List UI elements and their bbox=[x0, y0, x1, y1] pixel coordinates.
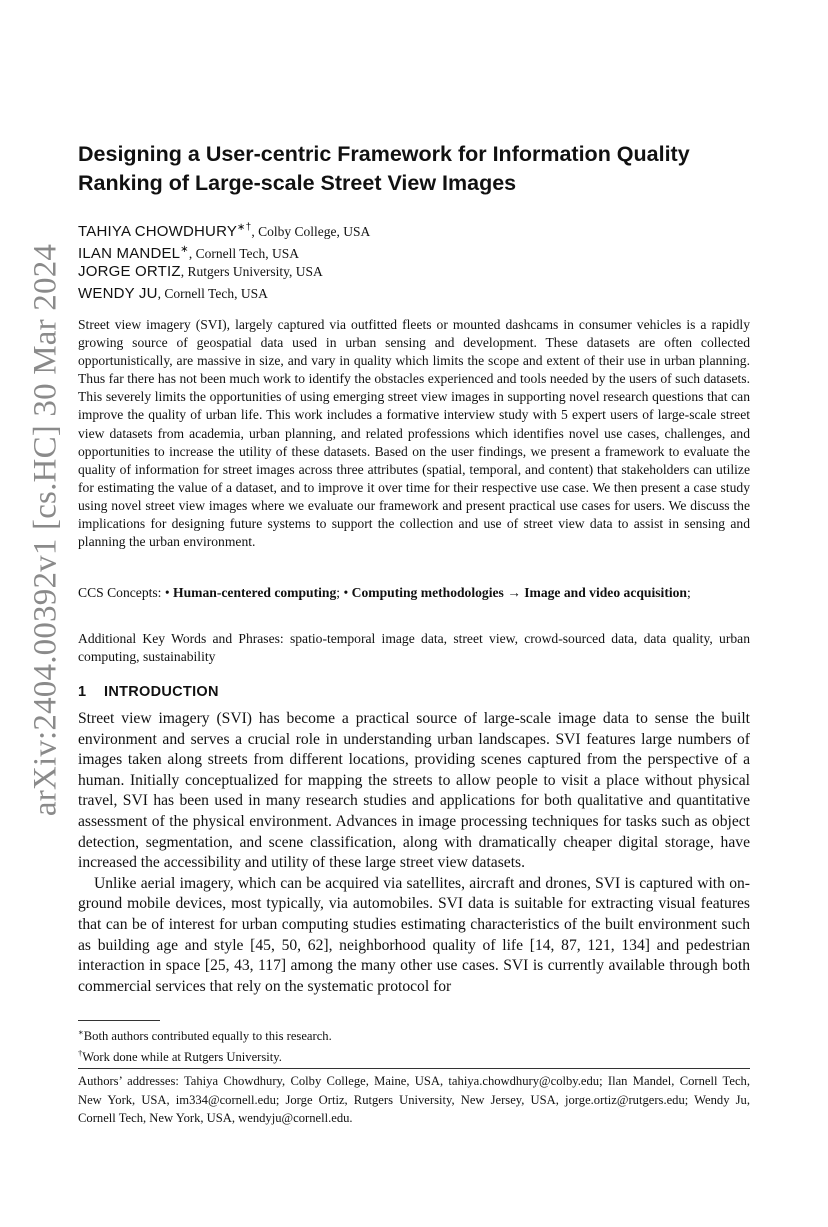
paper-title: Designing a User-centric Framework for Information Quality Ranking of Large-scale Street View Images bbox=[78, 142, 690, 195]
address-divider bbox=[78, 1068, 750, 1069]
author-marks: ∗ bbox=[180, 244, 189, 255]
author-entry bbox=[78, 217, 750, 239]
arxiv-stamp: arXiv:2404.00392v1 [cs.HC] 30 Mar 2024 bbox=[27, 243, 64, 817]
author-marks: ∗† bbox=[237, 222, 252, 233]
author-name: TAHIYA CHOWDHURY∗† bbox=[78, 222, 252, 240]
ccs-concept: Human-centered computing bbox=[173, 585, 337, 600]
paragraph: Street view imagery (SVI) has become a practical source of large-scale image data to sense the built environment and serves a crucial role in understanding urban landscapes. SVI features large numbers of images taken along streets from different locations, providing scenes captured from the perspective of a human. Initially conceptualized for mapping the streets to allow people to visit a place without physical travel, SVI has been used in many research studies and applications for both qualitative and quantitative assessment of the physical environment. Advances in image processing techniques for tasks such as object detection, segmentation, and scene classification, along with dramatically cheaper digital storage, have increased the accessibility and utility of these large street view datasets. bbox=[78, 710, 750, 872]
author-list bbox=[78, 217, 750, 305]
author-entry bbox=[78, 283, 750, 305]
footnote: ∗Both authors contributed equally to this research. bbox=[78, 1027, 332, 1044]
author-affiliation: , Cornell Tech, USA bbox=[157, 286, 268, 301]
keywords: Additional Key Words and Phrases: spatio-temporal image data, street view, crowd-sourced data, data quality, urban computing, sustainability bbox=[78, 631, 750, 665]
author-affiliation: , Cornell Tech, USA bbox=[188, 246, 299, 261]
author-affiliation: , Rutgers University, USA bbox=[180, 264, 323, 279]
ccs-concept: Computing methodologies bbox=[351, 585, 504, 600]
author-name: JORGE ORTIZ bbox=[78, 263, 181, 280]
author-entry bbox=[78, 261, 750, 283]
footnote: †Work done while at Rutgers University. bbox=[78, 1048, 282, 1065]
author-name: WENDY JU bbox=[78, 285, 158, 302]
section-heading bbox=[78, 684, 219, 700]
author-name: ILAN MANDEL∗ bbox=[78, 244, 189, 262]
abstract: Street view imagery (SVI), largely captured via outfitted fleets or mounted dashcams in consumer vehicles is a rapidly growing source of geospatial data used in urban sensing and development. These datasets are often collected opportunistically, are massive in size, and vary in quality which limits the scope and extent of their use in urban planning. Thus far there has not been much work to identify the obstacles experienced and tools needed by the users of such datasets. This severely limits the opportunities of using emerging street view images in supporting novel research questions that can improve the quality of urban life. This work includes a formative interview study with 5 expert users of large-scale street view datasets from academia, urban planning, and related professions which identifies novel use cases, challenges, and opportunities to increase the utility of these datasets. Based on the user findings, we present a framework to evaluate the quality of information for street images across three attributes (spatial, temporal, and content) that stakeholders can utilize for estimating the value of a dataset, and to improve it over time for their respective use case. We then present a case study using novel street view images where we evaluate our framework and present practical use cases for users. We discuss the implications for designing future systems to support the collection and use of street view data to assist in sensing and planning the urban environment. bbox=[78, 317, 750, 550]
introduction-body bbox=[78, 709, 750, 997]
paragraph: Unlike aerial imagery, which can be acquired via satellites, aircraft and drones, SVI is captured with on-ground mobile devices, most typically, via automobiles. SVI data is suitable for extracting visual features that can be of interest for urban computing studies estimating characteristics of the built environment such as building age and style [45, 50, 62], neighborhood quality of life [14, 87, 121, 134] and pedestrian interaction in space [25, 43, 117] among the many other use cases. SVI is currently available through both commercial services that rely on the systematic protocol for bbox=[78, 874, 750, 995]
author-addresses: Authors’ addresses: Tahiya Chowdhury, Colby College, Maine, USA, tahiya.chowdhury@colby.edu; Ilan Mandel, Cornell Tech, New York, USA, im334@cornell.edu; Jorge Ortiz, Rutgers University, New Jersey, USA, jorge.ortiz@rutgers.edu; Wendy Ju, Cornell Tech, New York, USA, wendyju@cornell.edu. bbox=[78, 1074, 750, 1125]
ccs-concept: Image and video acquisition bbox=[524, 585, 687, 600]
footnotes bbox=[78, 1024, 750, 1066]
footnote-divider bbox=[78, 1020, 160, 1021]
author-entry bbox=[78, 239, 750, 261]
section-number: 1 bbox=[78, 684, 87, 700]
ccs-concepts: CCS Concepts: • Human-centered computing; • Computing methodologies → Image and video acquisition; bbox=[78, 585, 691, 600]
section-title: INTRODUCTION bbox=[104, 684, 219, 700]
author-affiliation: , Colby College, USA bbox=[251, 224, 371, 239]
